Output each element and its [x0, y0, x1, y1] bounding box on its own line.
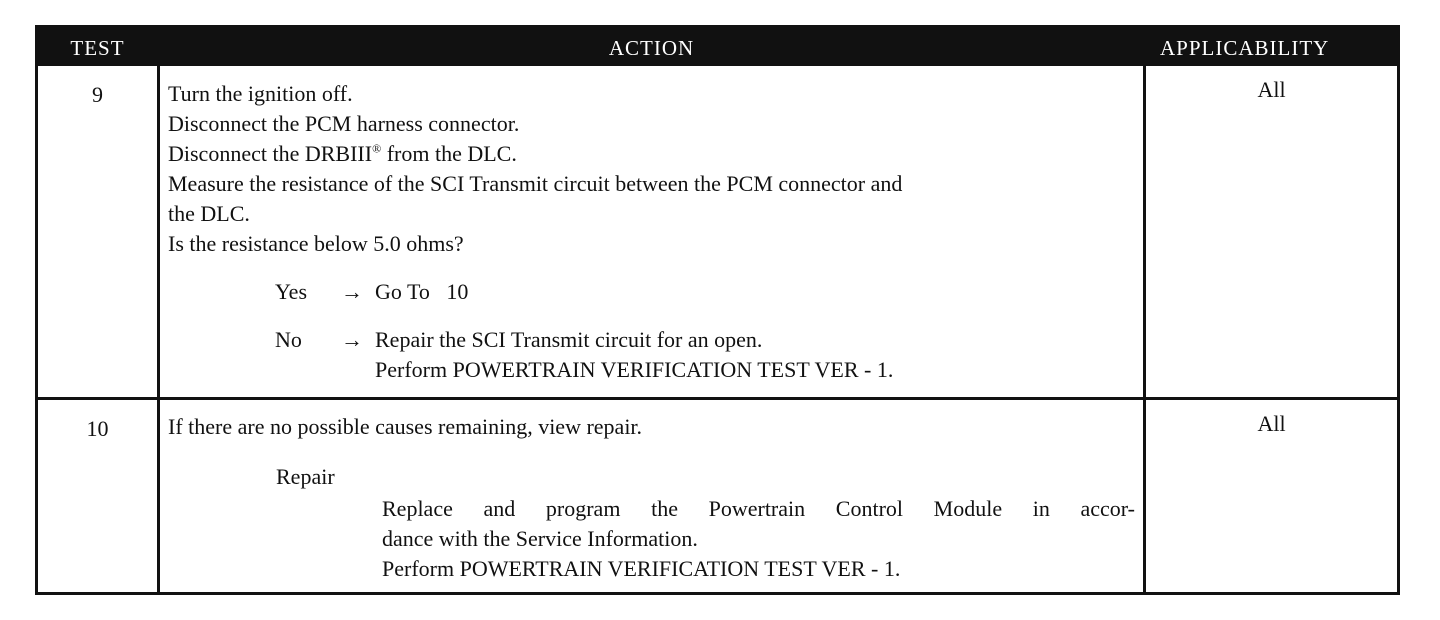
- test-number-10: 10: [38, 397, 157, 592]
- action-line: the DLC.: [168, 201, 250, 226]
- test-number-9: 9: [92, 82, 103, 107]
- action-line: Measure the resistance of the SCI Transmit circuit between the PCM connector and: [168, 171, 903, 196]
- header-applicability: APPLICABILITY: [1146, 28, 1397, 66]
- applicability-10: All: [1146, 397, 1397, 592]
- repair-line: Replace and program the Powertrain Control Module in accor-: [382, 496, 1135, 521]
- drb-suffix: from the DLC.: [381, 141, 517, 166]
- header-action: ACTION: [157, 28, 1146, 66]
- yes-result: Go To 10: [375, 279, 469, 304]
- action-line: Turn the ignition off.: [168, 81, 353, 106]
- action-line: Disconnect the PCM harness connector.: [168, 111, 520, 136]
- diagnostic-test-table: [35, 25, 1400, 595]
- no-label: No: [275, 327, 302, 352]
- repair-line: Perform POWERTRAIN VERIFICATION TEST VER - 1.: [382, 556, 901, 581]
- no-result-line: Perform POWERTRAIN VERIFICATION TEST VER - 1.: [375, 357, 894, 382]
- arrow-right-icon: →: [341, 327, 363, 352]
- header-test: TEST: [38, 28, 157, 66]
- repair-label: Repair: [276, 464, 335, 489]
- no-branch: [275, 325, 1135, 385]
- applicability-9: All: [1257, 77, 1286, 102]
- action-line: Is the resistance below 5.0 ohms?: [168, 231, 464, 256]
- no-result-line: Repair the SCI Transmit circuit for an open.: [375, 327, 763, 352]
- repair-line: dance with the Service Information.: [382, 526, 698, 551]
- repair-instructions: [382, 494, 1135, 584]
- action-cell-10: [157, 397, 1146, 592]
- drb-text: Disconnect the DRBIII: [168, 141, 373, 166]
- yes-label: Yes: [275, 279, 308, 304]
- no-result: [375, 325, 1135, 385]
- arrow-right-icon: →: [341, 279, 363, 304]
- action-line: [168, 139, 1135, 169]
- yes-branch: [275, 277, 1135, 307]
- action-line: If there are no possible causes remaining, view repair.: [168, 414, 643, 439]
- action-cell-9: [157, 66, 1146, 397]
- registered-mark: ®: [372, 141, 382, 156]
